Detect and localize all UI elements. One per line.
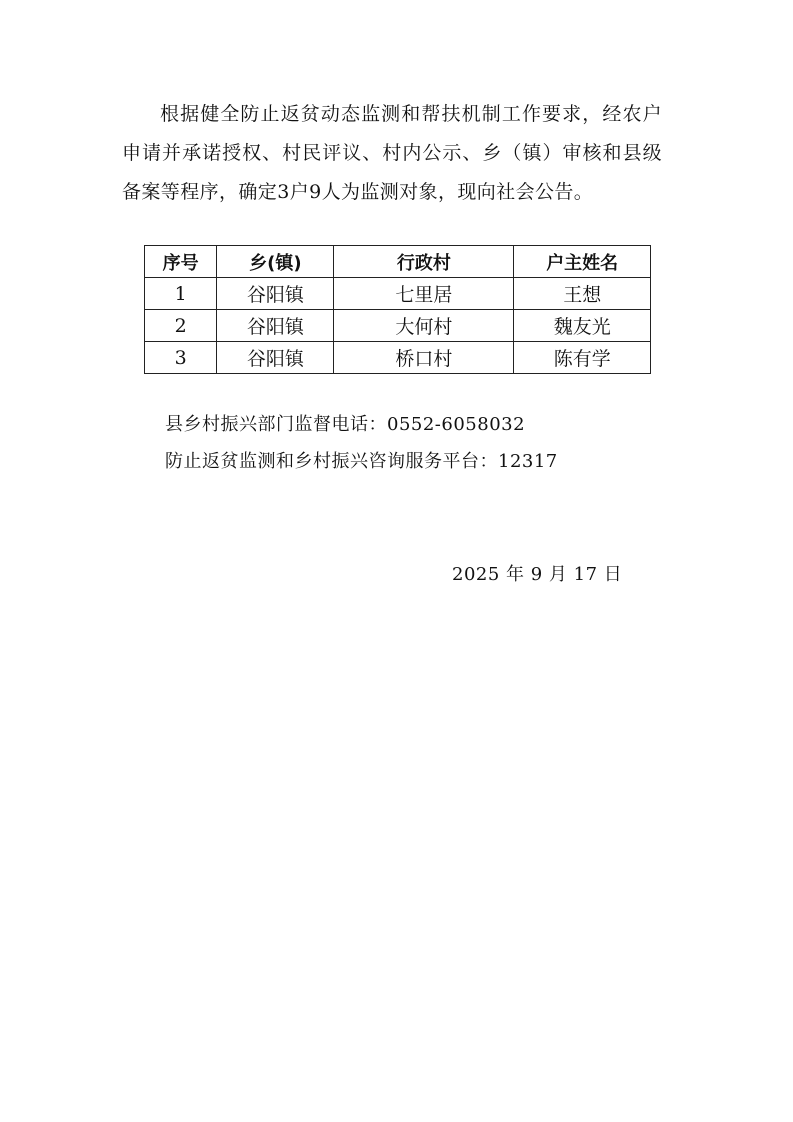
cell-household-head: 陈有学 [514,342,651,374]
announcement-paragraph: 根据健全防止返贫动态监测和帮扶机制工作要求，经农户申请并承诺授权、村民评议、村内公示、乡（镇）审核和县级备案等程序，确定3户9人为监测对象，现向社会公告。 [122,103,662,203]
cell-serial-number: 3 [145,342,217,374]
cell-household-head: 魏友光 [514,310,651,342]
supervision-phone-line: 县乡村振兴部门监督电话：0552-6058032 [165,414,526,435]
cell-household-head: 王想 [514,278,651,310]
announcement-date: 2025 年 9 月 17 日 [452,564,623,585]
cell-township: 谷阳镇 [217,278,334,310]
cell-village: 桥口村 [334,342,514,374]
cell-village: 大何村 [334,310,514,342]
table-header-row [145,246,651,278]
table-row [145,342,651,374]
cell-serial-number: 1 [145,278,217,310]
header-village: 行政村 [334,246,514,278]
header-household-head: 户主姓名 [514,246,651,278]
header-serial-number: 序号 [145,246,217,278]
monitoring-table [144,245,651,374]
cell-village: 七里居 [334,278,514,310]
cell-serial-number: 2 [145,310,217,342]
header-township: 乡(镇) [217,246,334,278]
cell-township: 谷阳镇 [217,342,334,374]
table-row [145,310,651,342]
cell-township: 谷阳镇 [217,310,334,342]
table-row [145,278,651,310]
consult-platform-line: 防止返贫监测和乡村振兴咨询服务平台：12317 [165,451,558,472]
